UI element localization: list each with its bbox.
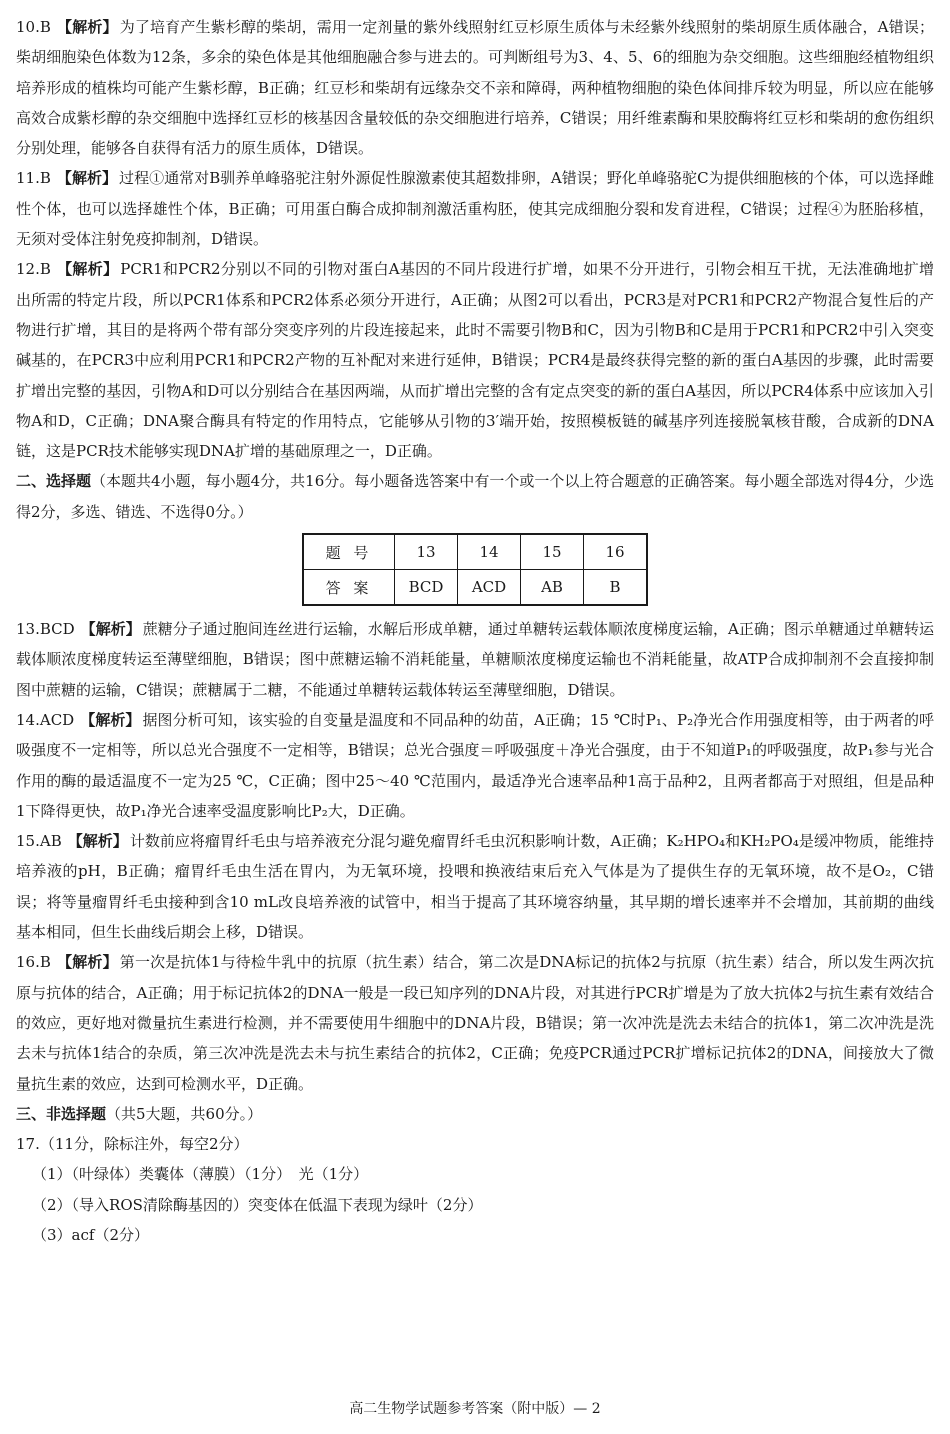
section-instructions: （本题共4小题，每小题4分，共16分。每小题备选答案中有一个或一个以上符合题意的正确答案。每小题全部选对得4分，少选得2分，多选、错选、不选得0分。） bbox=[16, 472, 934, 521]
analysis-tag: 【解析】 bbox=[56, 169, 118, 188]
question-17-part-1: （1）（叶绿体）类囊体（薄膜）（1分） 光（1分） bbox=[32, 1165, 369, 1184]
table-cell: 14 bbox=[458, 534, 521, 570]
answer-table bbox=[302, 533, 648, 606]
table-cell: 15 bbox=[521, 534, 584, 570]
section-3-heading bbox=[16, 1099, 934, 1129]
item-number: 12.B bbox=[16, 260, 51, 279]
item-text: 第一次是抗体1与待检牛乳中的抗原（抗生素）结合，第二次是DNA标记的抗体2与抗原（抗生素）结合，所以发生两次抗原与抗体的结合，A正确；用于标记抗体2的DNA一般是一段已知序列的DNA片段，对其进行PCR扩增是为了放大抗体2与抗生素有效结合的效应，更好地对微量抗生素进行检测，并不需要使用牛细胞中的DNA片段，B错误；第一次冲洗是洗去未结合的抗体1，第二次冲洗是洗去未与抗体1结合的杂质，第三次冲洗是洗去未与抗生素结合的抗体2，C正确；免疫PCR通过PCR扩增标记抗体2的DNA，间接放大了微量抗生素的效应，达到可检测水平，D正确。 bbox=[16, 953, 934, 1093]
item-number: 15.AB bbox=[16, 832, 62, 851]
table-cell: 13 bbox=[395, 534, 458, 570]
analysis-tag: 【解析】 bbox=[80, 620, 141, 639]
table-cell: ACD bbox=[458, 570, 521, 606]
table-cell: BCD bbox=[395, 570, 458, 606]
table-header-cell: 答 案 bbox=[303, 570, 395, 606]
answer-item-16 bbox=[16, 947, 934, 1098]
section-instructions: （共5大题，共60分。） bbox=[106, 1104, 263, 1123]
item-text: 计数前应将瘤胃纤毛虫与培养液充分混匀避免瘤胃纤毛虫沉积影响计数，A正确；K₂HPO₄和KH₂PO₄是缓冲物质，能维持培养液的pH，B正确；瘤胃纤毛虫生活在胃内，为无氧环境，投喂和换液结束后充入气体是为了提供生存的无氧环境，故不是O₂，C错误；将等量瘤胃纤毛虫接种到含10 mL改良培养液的试管中，相当于提高了其环境容纳量，其早期的增长速率并不会增加，其前期的曲线基本相同，但生长曲线后期会上移，D错误。 bbox=[16, 832, 934, 942]
section-title: 二、选择题 bbox=[16, 472, 92, 491]
analysis-tag: 【解析】 bbox=[56, 260, 119, 279]
analysis-tag: 【解析】 bbox=[56, 18, 118, 36]
analysis-tag: 【解析】 bbox=[56, 953, 118, 972]
section-title: 三、非选择题 bbox=[16, 1104, 107, 1123]
item-text: 蔗糖分子通过胞间连丝进行运输，水解后形成单糖，通过单糖转运载体顺浓度梯度运输，A正确；图示单糖通过单糖转运载体顺浓度梯度转运至薄壁细胞，B错误；图中蔗糖运输不消耗能量，单糖顺浓度梯度运输也不消耗能量，故ATP合成抑制剂不会直接抑制图中蔗糖的运输，C错误；蔗糖属于二糖，不能通过单糖转运载体转运至薄壁细胞，D错误。 bbox=[16, 620, 934, 699]
answer-item-12 bbox=[16, 254, 934, 466]
table-cell: AB bbox=[521, 570, 584, 606]
table-cell: B bbox=[584, 570, 648, 606]
item-number: 13.BCD bbox=[16, 620, 75, 639]
table-header-cell: 题 号 bbox=[303, 534, 395, 570]
question-17-part-2: （2）（导入ROS清除酶基因的）突变体在低温下表现为绿叶（2分） bbox=[32, 1195, 483, 1214]
table-row bbox=[303, 534, 647, 570]
question-17-title: 17.（11分，除标注外，每空2分） bbox=[16, 1135, 249, 1154]
answer-item-14 bbox=[16, 705, 934, 826]
page-footer: 高二生物学试题参考答案（附中版）— 2 bbox=[349, 1401, 601, 1417]
section-2-heading bbox=[16, 466, 934, 527]
item-number: 11.B bbox=[16, 169, 51, 188]
question-17-part-3: （3）acf（2分） bbox=[32, 1225, 149, 1244]
document-page bbox=[16, 12, 934, 1250]
item-text: 过程①通常对B驯养单峰骆驼注射外源促性腺激素使其超数排卵，A错误；野化单峰骆驼C为提供细胞核的个体，可以选择雌性个体，也可以选择雄性个体，B正确；可用蛋白酶合成抑制剂激活重构胚，使其完成细胞分裂和发育进程，C错误；过程④为胚胎移植，无须对受体注射免疫抑制剂，D错误。 bbox=[16, 169, 934, 249]
item-text: PCR1和PCR2分别以不同的引物对蛋白A基因的不同片段进行扩增，如果不分开进行，引物会相互干扰，无法准确地扩增出所需的特定片段，所以PCR1体系和PCR2体系必须分开进行，A正确；从图2可以看出，PCR3是对PCR1和PCR2产物混合复性后的产物进行扩增，其目的是将两个带有部分突变序列的片段连接起来，此时不需要引物B和C，因为引物B和C是用于PCR1和PCR2中引入突变碱基的，在PCR3中应利用PCR1和PCR2产物的互补配对来进行延伸，B错误；PCR4是最终获得完整的新的蛋白A基因的步骤，此时需要扩增出完整的基因，引物A和D可以分别结合在基因两端，从而扩增出完整的含有定点突变的新的蛋白A基因，所以PCR4体系中应该加入引物A和D，C正确；DNA聚合酶具有特定的作用特点，它能够从引物的3′端开始，按照模板链的碱基序列连接脱氧核苷酸，合成新的DNA链，这是PCR技术能够实现DNA扩增的基础原理之一，D正确。 bbox=[16, 260, 934, 461]
item-text: 为了培育产生紫杉醇的柴胡，需用一定剂量的紫外线照射红豆杉原生质体与未经紫外线照射的柴胡原生质体融合，A错误；柴胡细胞染色体数为12条，多余的染色体是其他细胞融合参与进去的。可判断组号为3、4、5、6的细胞为杂交细胞。这些细胞经植物组织培养形成的植株均可能产生紫杉醇，B正确；红豆杉和柴胡有远缘杂交不亲和障碍，两种植物细胞的染色体间排斥较为明显，所以应在能够高效合成紫杉醇的杂交细胞中选择红豆杉的核基因含量较低的杂交细胞进行培养，C错误；用纤维素酶和果胶酶将红豆杉和柴胡的愈伤组织分别处理，能够各自获得有活力的原生质体，D错误。 bbox=[16, 18, 934, 158]
answer-item-10 bbox=[16, 12, 934, 163]
item-number: 16.B bbox=[16, 953, 51, 972]
table-cell: 16 bbox=[584, 534, 648, 570]
answer-item-13 bbox=[16, 614, 934, 705]
item-number: 10.B bbox=[16, 18, 51, 36]
analysis-tag: 【解析】 bbox=[80, 710, 141, 729]
analysis-tag: 【解析】 bbox=[67, 832, 128, 851]
item-number: 14.ACD bbox=[16, 710, 75, 729]
item-text: 据图分析可知，该实验的自变量是温度和不同品种的幼苗，A正确；15 ℃时P₁、P₂净光合作用强度相等，由于两者的呼吸强度不一定相等，所以总光合强度不一定相等，B错误；总光合强度＝呼吸强度＋净光合强度，由于不知道P₁的呼吸强度，故P₁参与光合作用的酶的最适温度不一定为25 ℃，C正确；图中25～40 ℃范围内，最适净光合速率品种1高于品种2，且两者都高于对照组，但是品种1下降得更快，故P₁净光合速率受温度影响比P₂大，D正确。 bbox=[16, 710, 934, 820]
answer-item-11 bbox=[16, 163, 934, 254]
answer-item-15 bbox=[16, 826, 934, 947]
table-row bbox=[303, 570, 647, 606]
